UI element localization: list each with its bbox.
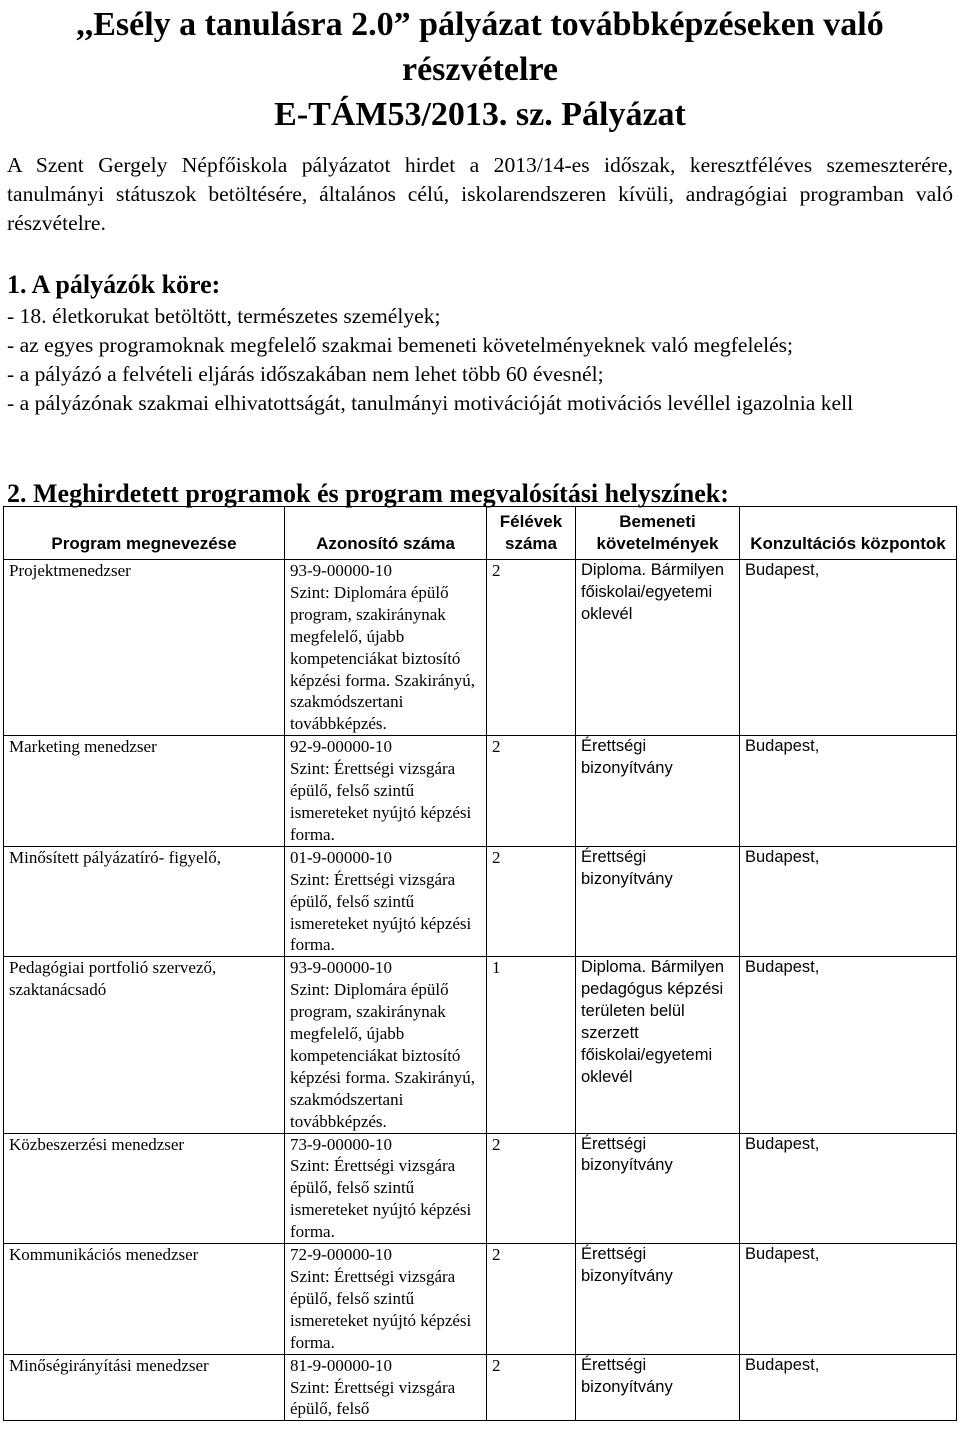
criteria-item: - 18. életkorukat betöltött, természetes személyek; [7, 304, 441, 328]
semesters-text: 2 [492, 737, 501, 757]
program-id-cell [285, 736, 487, 847]
center-text: Budapest, [745, 958, 820, 977]
requirements-cell [576, 560, 740, 736]
requirements-cell [576, 957, 740, 1133]
center-text: Budapest, [745, 1134, 820, 1153]
semesters-cell [487, 1354, 576, 1421]
requirements-text: Diploma. Bármilyen főiskolai/egyetemi oklevél [581, 561, 725, 623]
semesters-text: 2 [492, 1355, 501, 1375]
program-name-cell [4, 736, 285, 847]
table-row [4, 957, 957, 1133]
section1-heading: 1. A pályázók köre: [7, 270, 221, 299]
program-name-cell [4, 846, 285, 957]
criteria-item: - az egyes programoknak megfelelő szakmai bemeneti követelményeknek való megfelelés; [7, 333, 794, 357]
program-id: 01-9-00000-10 [290, 847, 392, 867]
center-cell [740, 736, 957, 847]
requirements-cell [576, 736, 740, 847]
requirements-cell [576, 1244, 740, 1355]
criteria-item: - a pályázó a felvételi eljárás időszakában nem lehet több 60 évesnél; [7, 362, 604, 386]
center-cell [740, 1354, 957, 1421]
program-id: 93-9-00000-10 [290, 958, 392, 978]
header-semesters: Félévek száma [487, 507, 576, 560]
requirements-text: Érettségi bizonyítvány [581, 1134, 673, 1175]
center-cell [740, 1133, 957, 1244]
program-name-text: Projektmenedzser [9, 561, 131, 580]
center-cell [740, 957, 957, 1133]
program-id: 72-9-00000-10 [290, 1245, 392, 1265]
program-id-cell [285, 1354, 487, 1421]
center-cell [740, 1244, 957, 1355]
section2-heading: 2. Meghirdetett programok és program megvalósítási helyszínek: [7, 479, 729, 508]
title-line-1: ,,Esély a tanulásra 2.0” pályázat továbbképzéseken való [76, 6, 884, 43]
semesters-text: 2 [492, 847, 501, 867]
semesters-cell [487, 1244, 576, 1355]
program-level: Szint: Érettségi vizsgára épülő, felső szintű ismereteket nyújtó képzési forma. [290, 869, 472, 955]
center-text: Budapest, [745, 1245, 820, 1264]
table-row [4, 1244, 957, 1355]
program-id-cell [285, 1244, 487, 1355]
center-cell [740, 560, 957, 736]
semesters-cell [487, 846, 576, 957]
criteria-list [7, 302, 953, 418]
center-text: Budapest, [745, 737, 820, 756]
program-id-cell [285, 846, 487, 957]
intro-paragraph: A Szent Gergely Népfőiskola pályázatot hirdet a 2013/14-es időszak, keresztféléves szemeszterére, tanulmányi státuszok betöltésére, általános célú, iskolarendszeren kívüli, andragógiai programban való részvételre. [7, 153, 953, 235]
header-requirements: Bemeneti követelmények [576, 507, 740, 560]
program-name-cell [4, 1354, 285, 1421]
program-level: Szint: Érettségi vizsgára épülő, felső szintű ismereteket nyújtó képzési forma. [290, 1156, 472, 1242]
semesters-text: 2 [492, 1134, 501, 1154]
program-id-cell [285, 560, 487, 736]
program-name-cell [4, 957, 285, 1133]
semesters-cell [487, 1133, 576, 1244]
program-id: 73-9-00000-10 [290, 1134, 392, 1154]
program-level: Szint: Diplomára épülő program, szakiránynak megfelelő, újabb kompetenciákat biztosító képzési forma. Szakirányú, szakmódszertani továbbképzés. [290, 980, 476, 1131]
title-line-3: E-TÁM53/2013. sz. Pályázat [274, 96, 686, 133]
program-name-text: Minősített pályázatíró- figyelő, [9, 847, 221, 867]
center-text: Budapest, [745, 1355, 820, 1374]
program-name-text: Marketing menedzser [9, 737, 157, 757]
table-row [4, 1133, 957, 1244]
requirements-text: Érettségi bizonyítvány [581, 1245, 673, 1285]
requirements-cell [576, 846, 740, 957]
document-title [0, 2, 960, 137]
program-level: Szint: Érettségi vizsgára épülő, felső szintű ismereteket nyújtó képzési forma. [290, 1267, 472, 1352]
requirements-cell [576, 1133, 740, 1244]
requirements-text: Érettségi bizonyítvány [581, 847, 673, 888]
program-name-text: Kommunikációs menedzser [9, 1245, 199, 1265]
semesters-cell [487, 957, 576, 1133]
title-line-2: részvételre [401, 51, 559, 88]
program-id-cell [285, 957, 487, 1133]
table-row [4, 736, 957, 847]
center-text: Budapest, [745, 847, 820, 866]
requirements-text: Diploma. Bármilyen pedagógus képzési területen belül szerzett főiskolai/egyetemi oklevél [581, 958, 725, 1086]
program-id-cell [285, 1133, 487, 1244]
program-name-text: Közbeszerzési menedzser [9, 1134, 185, 1154]
table-row [4, 560, 957, 736]
program-name-cell [4, 1133, 285, 1244]
header-id: Azonosító száma [285, 507, 487, 560]
header-centers: Konzultációs központok [740, 507, 957, 560]
program-name-cell [4, 560, 285, 736]
programs-table [3, 506, 957, 1421]
program-name-cell [4, 1244, 285, 1355]
requirements-text: Érettségi bizonyítvány [581, 737, 673, 778]
center-cell [740, 846, 957, 957]
semesters-text: 2 [492, 1245, 501, 1265]
requirements-cell [576, 1354, 740, 1421]
semesters-cell [487, 560, 576, 736]
program-id: 93-9-00000-10 [290, 561, 392, 580]
semesters-text: 2 [492, 561, 501, 580]
program-name-text: Minőségirányítási menedzser [9, 1355, 209, 1375]
criteria-item: - a pályázónak szakmai elhivatottságát, tanulmányi motivációját motivációs levéllel igazolnia kell [7, 391, 854, 415]
program-level: Szint: Diplomára épülő program, szakiránynak megfelelő, újabb kompetenciákat biztosító képzési forma. Szakirányú, szakmódszertani továbbképzés. [290, 582, 476, 734]
table-row [4, 1354, 957, 1421]
program-name-text: Pedagógiai portfolió szervező, szaktanácsadó [9, 958, 217, 1000]
semesters-text: 1 [492, 958, 501, 978]
program-level: Szint: Érettségi vizsgára épülő, felső [290, 1377, 456, 1419]
requirements-text: Érettségi bizonyítvány [581, 1355, 673, 1396]
program-id: 81-9-00000-10 [290, 1355, 392, 1375]
program-id: 92-9-00000-10 [290, 737, 392, 757]
table-body [4, 560, 957, 1421]
program-level: Szint: Érettségi vizsgára épülő, felső szintű ismereteket nyújtó képzési forma. [290, 759, 472, 844]
table-row [4, 846, 957, 957]
semesters-cell [487, 736, 576, 847]
table-header-row [4, 507, 957, 560]
center-text: Budapest, [745, 561, 820, 579]
header-program-name: Program megnevezése [4, 507, 285, 560]
